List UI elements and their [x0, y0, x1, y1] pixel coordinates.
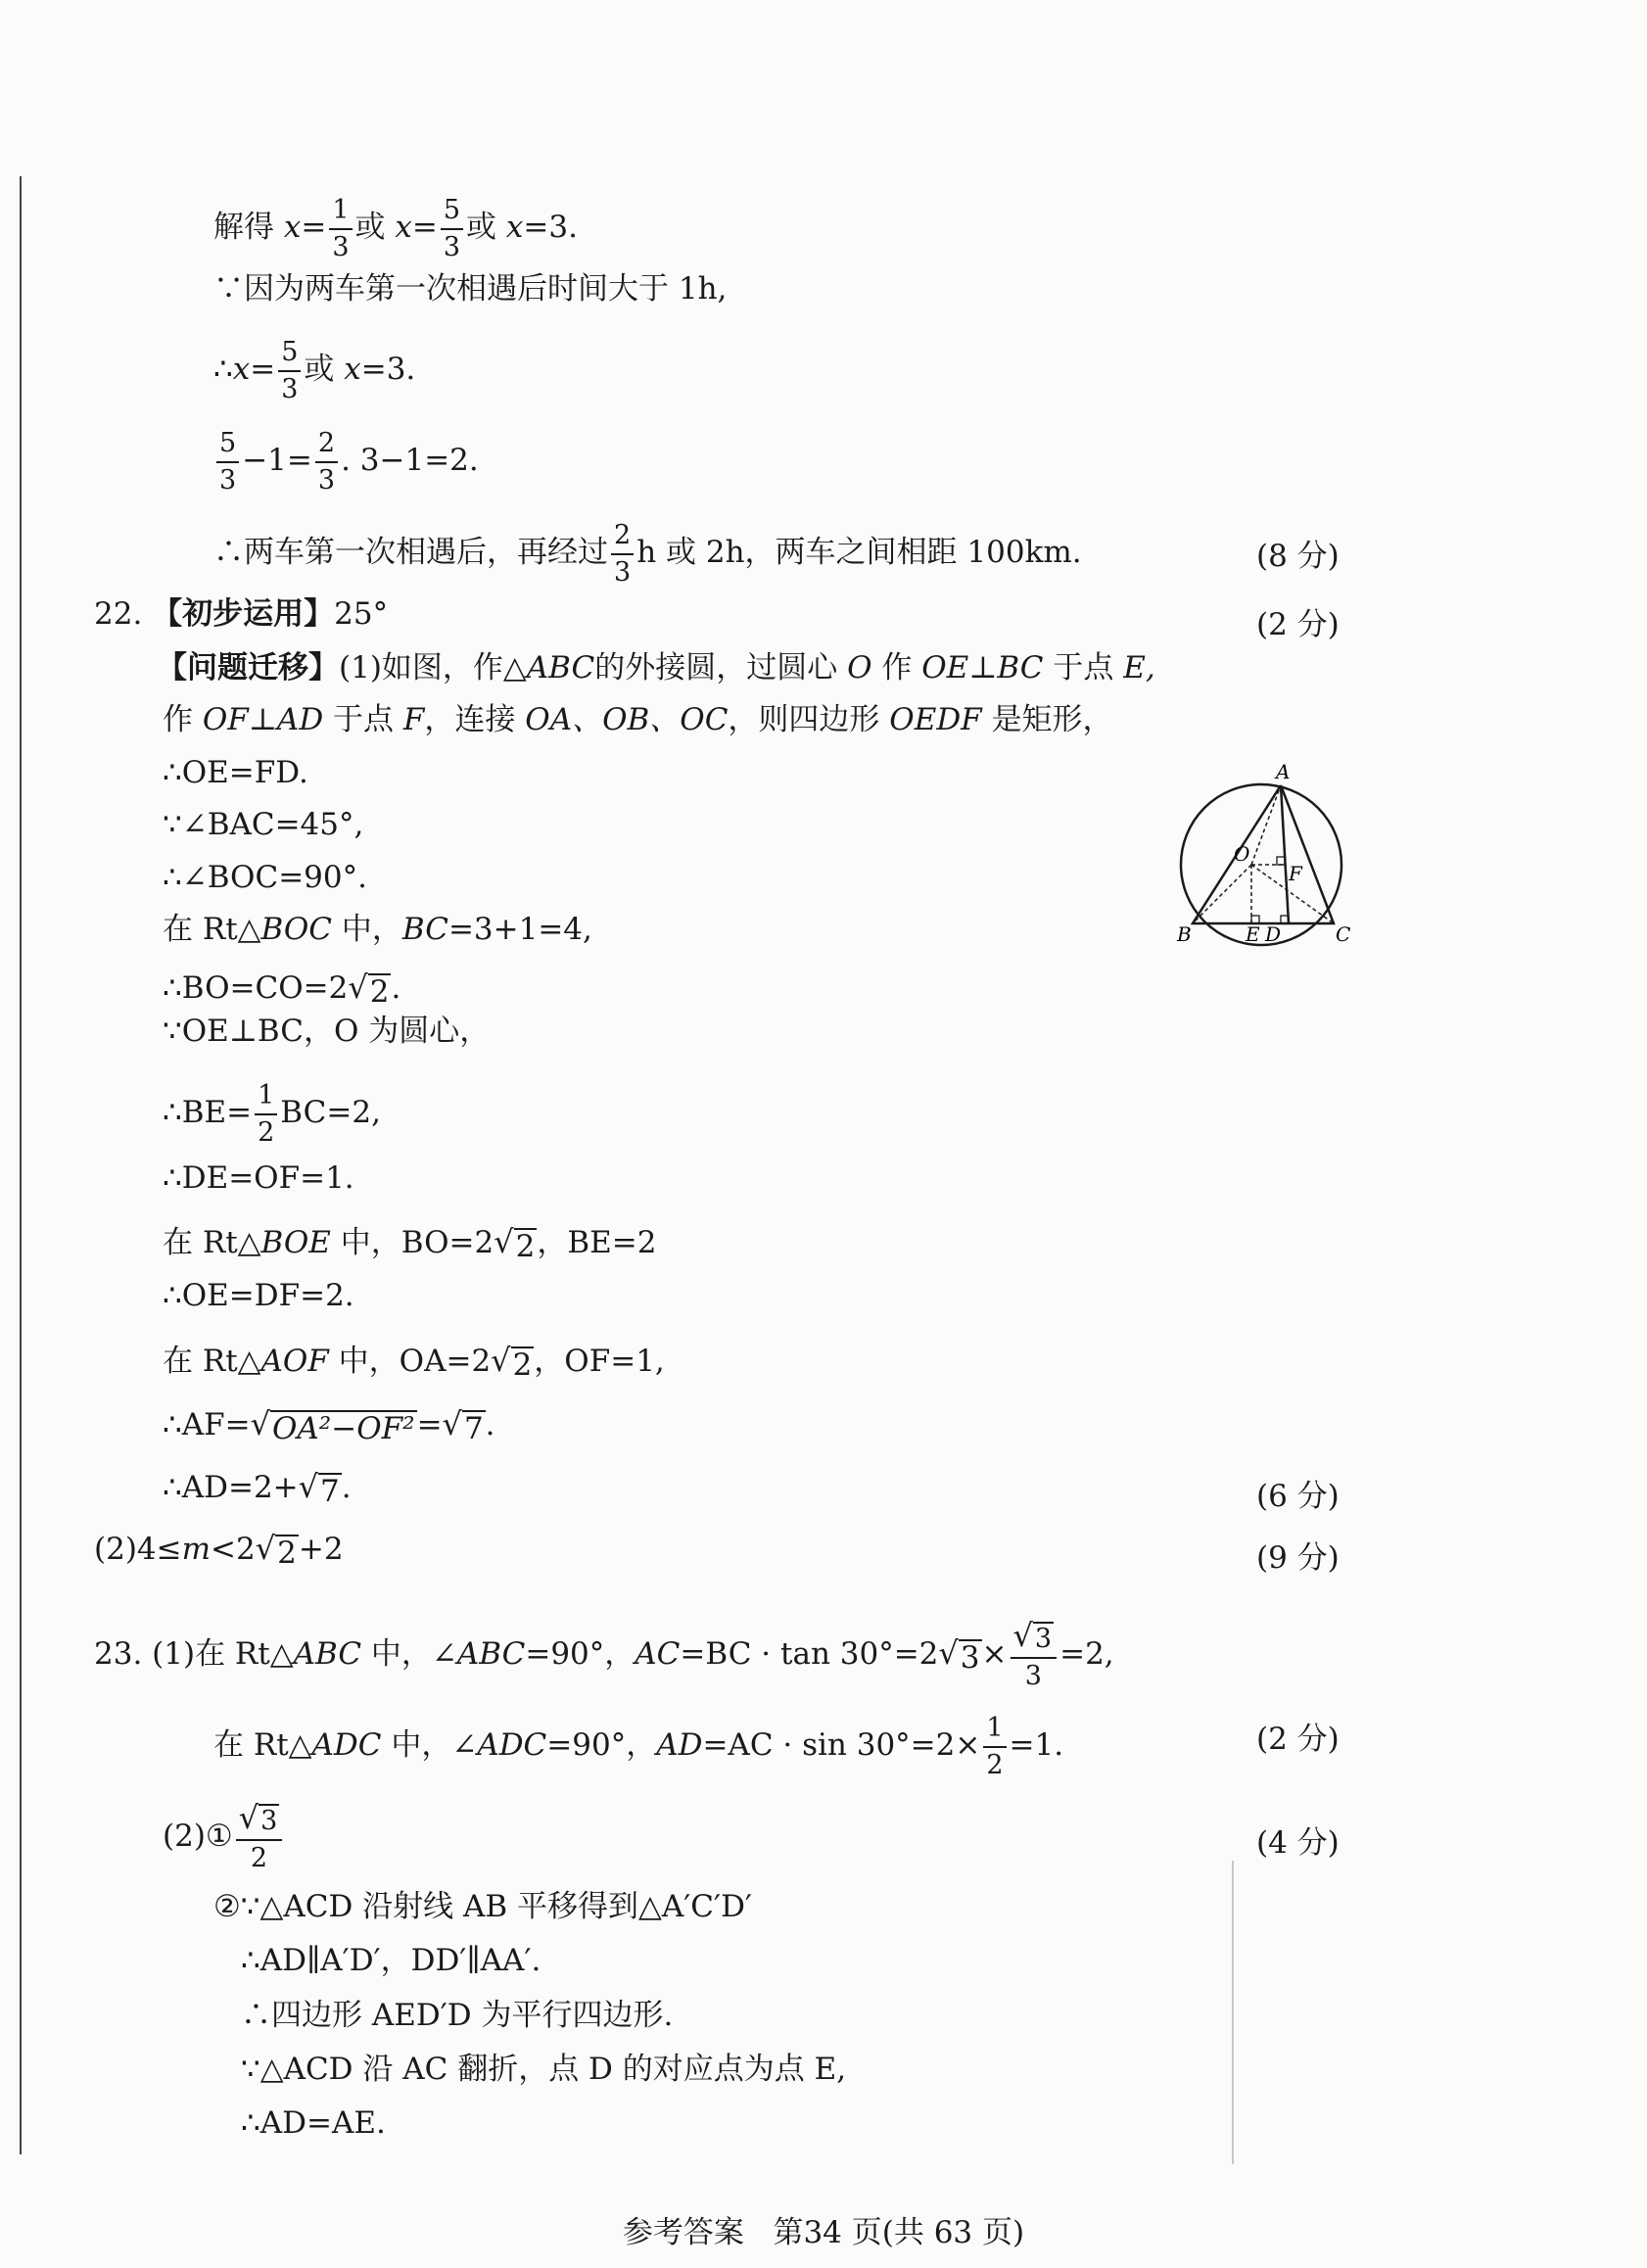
score-4: (4 分) — [1256, 1825, 1340, 1861]
q23-parallelogram: ∴四边形 AED′D 为平行四边形. — [241, 1998, 674, 2033]
label-a: A — [1276, 760, 1291, 783]
q22-af: ∴AF= √ OA²−OF² = √ 7 . — [163, 1405, 495, 1446]
score-9: (9 分) — [1256, 1540, 1340, 1576]
label-f: F — [1289, 862, 1302, 885]
q23-part2-1: (2)① √ 3 2 — [163, 1802, 285, 1873]
q22-transfer-line2: 作 OF⊥AD 于点 F，连接 OA、OB、OC，则四边形 OEDF 是矩形， — [163, 702, 1113, 737]
q23-ad-ae: ∴AD=AE. — [241, 2105, 386, 2141]
therefore-x-line: ∴x= $\frac{5}{3}$ 或 x=3. — [213, 337, 416, 404]
q22-oe-df: ∴OE=DF=2. — [163, 1278, 354, 1313]
right-angle-mark-f — [1277, 857, 1285, 865]
page-footer — [0, 2207, 1647, 2251]
q22-part2: (2)4≤m<2 √ 2 +2 — [94, 1530, 344, 1571]
score-6: (6 分) — [1256, 1479, 1340, 1514]
q22-rt-boe: 在 Rt△BOE 中，BO=2 √ 2 ，BE=2 — [163, 1223, 657, 1264]
q22-bo-co: ∴BO=CO=2 √ 2 . — [163, 969, 401, 1010]
q23-parallel: ∴AD∥A′D′，DD′∥AA′. — [241, 1943, 541, 1978]
q23-fold: ∵△ACD 沿 AC 翻折，点 D 的对应点为点 E, — [241, 2052, 847, 2087]
difference-line: $\frac{5}{3}$ −1= $\frac{2}{3}$ . 3−1=2. — [213, 429, 479, 495]
q22-oe-fd: ∴OE=FD. — [163, 755, 308, 790]
q22-transfer-line1: 【问题迁移】(1)如图，作△ABC的外接圆，过圆心 O 作 OE⊥BC 于点 E, — [157, 650, 1155, 685]
label-d: D — [1265, 922, 1282, 946]
triangle-abc — [1193, 785, 1334, 923]
score-8: (8 分) — [1256, 539, 1340, 574]
q22-angle-boc: ∴∠BOC=90°. — [163, 860, 367, 895]
segment-ob — [1193, 865, 1251, 923]
q23-line2: 在 Rt△ADC 中，∠ADC=90°，AD=AC · sin 30°=2× $\frac{1}{2}$ =1. — [213, 1713, 1064, 1780]
score-2b: (2 分) — [1256, 1722, 1340, 1757]
q23-translate: ②∵△ACD 沿射线 AB 平移得到△A′C′D′ — [213, 1889, 752, 1924]
q22-angle-bac: ∵∠BAC=45°, — [163, 807, 364, 842]
label-o: O — [1234, 842, 1250, 866]
circle-triangle-figure — [1165, 759, 1361, 955]
q22-rt-aof: 在 Rt△AOF 中，OA=2 √ 2 ，OF=1, — [163, 1342, 665, 1383]
label-c: C — [1336, 922, 1351, 946]
conclusion-line: ∴两车第一次相遇后，再经过 $\frac{2}{3}$ h 或 2h，两车之间相距 100km. — [213, 520, 1082, 588]
q22-oe-perp: ∵OE⊥BC，O 为圆心， — [163, 1014, 491, 1049]
q22-be: ∴BE= $\frac{1}{2}$ BC=2, — [163, 1080, 381, 1148]
solve-line: 解得 x= $\frac{1}{3}$ 或 x= $\frac{5}{3}$ 或 x=3. — [213, 195, 578, 262]
right-crease-line — [1232, 1861, 1234, 2164]
q22-rt-boc: 在 Rt△BOC 中，BC=3+1=4, — [163, 912, 592, 947]
label-b: B — [1177, 922, 1192, 946]
footer-label: 参考答案 — [622, 2215, 744, 2250]
label-e: E — [1246, 922, 1260, 946]
condition-line: ∵因为两车第一次相遇后时间大于 1h, — [213, 271, 728, 307]
q22-ad: ∴AD=2+ √ 7 . — [163, 1468, 352, 1509]
score-2a: (2 分) — [1256, 607, 1340, 642]
footer-page: 第34 页(共 63 页) — [773, 2215, 1025, 2250]
q22-de-of: ∴DE=OF=1. — [163, 1160, 354, 1196]
q22-heading: 22. 【初步运用】25° — [94, 596, 389, 632]
q23-line1: 23. (1)在 Rt△ABC 中，∠ABC=90°，AC=BC · tan 30°=2 √ 3 × √ 3 3 =2, — [94, 1617, 1114, 1692]
left-margin-rule — [20, 176, 22, 2154]
